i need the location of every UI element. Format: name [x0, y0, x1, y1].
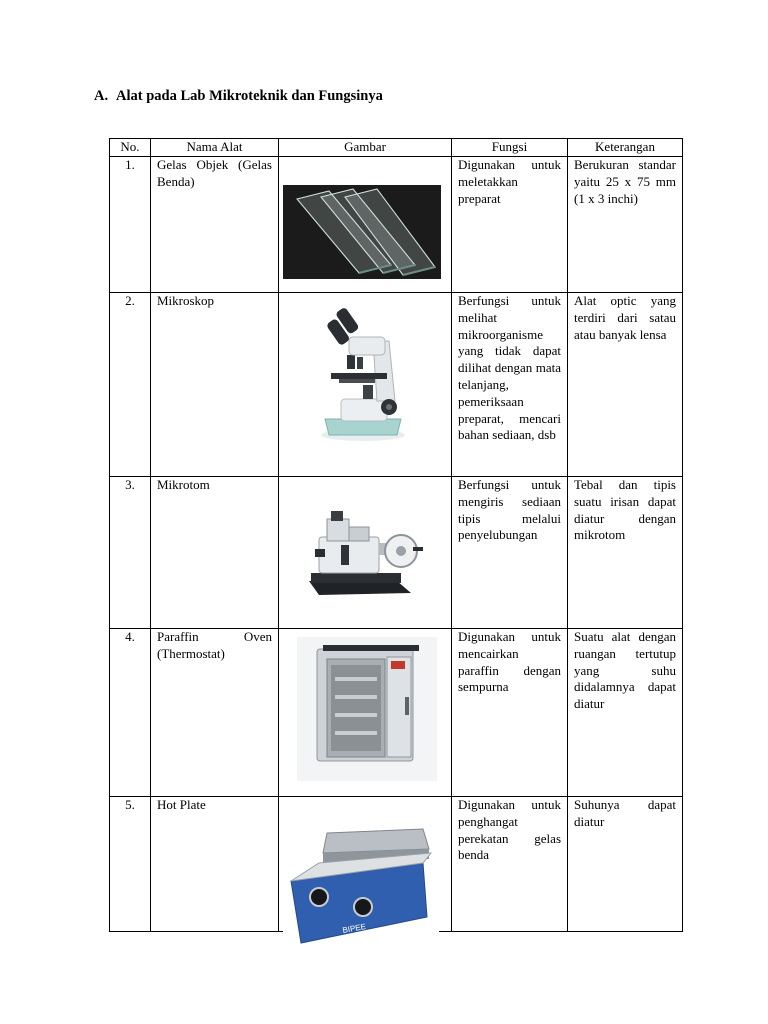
- equipment-image-cell: [279, 157, 452, 293]
- equipment-name: Mikroskop: [151, 293, 279, 477]
- microscope-image: [303, 301, 423, 443]
- section-title: Alat pada Lab Mikroteknik dan Fungsinya: [116, 88, 383, 104]
- row-number: 2.: [110, 293, 151, 477]
- equipment-name: Paraffin Oven (Thermostat): [151, 629, 279, 797]
- equipment-function: Digunakan untuk penghangat perekatan gelas benda: [452, 797, 568, 932]
- row-number: 5.: [110, 797, 151, 932]
- row-number: 3.: [110, 477, 151, 629]
- table-row: [110, 293, 683, 477]
- lab-equipment-table: [109, 138, 683, 935]
- header-nama-alat: Nama Alat: [151, 139, 279, 157]
- microtome-image: [301, 497, 427, 601]
- table-row: [110, 157, 683, 293]
- equipment-image-cell: [279, 629, 452, 797]
- table-row: [110, 477, 683, 629]
- header-keterangan: Keterangan: [568, 139, 683, 157]
- equipment-name: Mikrotom: [151, 477, 279, 629]
- equipment-image-cell: [279, 477, 452, 629]
- equipment-image-cell: [279, 797, 452, 935]
- equipment-note: Berukuran standar yaitu 25 x 75 mm (1 x 3 inchi): [568, 157, 683, 293]
- equipment-function: Digunakan untuk meletakkan preparat: [452, 157, 568, 293]
- hot-plate-image: [283, 823, 439, 949]
- header-gambar: Gambar: [279, 139, 452, 157]
- equipment-note: Tebal dan tipis suatu irisan dapat diatur dengan mikrotom: [568, 477, 683, 629]
- header-no: No.: [110, 139, 151, 157]
- table-row: [110, 797, 683, 932]
- row-number: 4.: [110, 629, 151, 797]
- section-letter: A.: [94, 88, 109, 104]
- row-number: 1.: [110, 157, 151, 293]
- equipment-function: Digunakan untuk mencairkan paraffin dengan sempurna: [452, 629, 568, 797]
- equipment-image-cell: [279, 293, 452, 477]
- paraffin-oven-image: [297, 637, 437, 781]
- header-fungsi: Fungsi: [452, 139, 568, 157]
- table-header-row: [110, 139, 683, 157]
- equipment-note: Suatu alat dengan ruangan tertutup yang suhu didalamnya dapat diatur: [568, 629, 683, 797]
- equipment-name: Gelas Objek (Gelas Benda): [151, 157, 279, 293]
- equipment-note: Alat optic yang terdiri dari satau atau banyak lensa: [568, 293, 683, 477]
- equipment-function: Berfungsi untuk melihat mikroorganisme yang tidak dapat dilihat dengan mata telanjang, pemeriksaan preparat, mencari bahan sediaan, dsb: [452, 293, 568, 477]
- hot-plate-brand-label: BIPEE: [341, 922, 367, 935]
- section-heading: [94, 88, 383, 105]
- table-row: [110, 629, 683, 797]
- equipment-note: Suhunya dapat diatur: [568, 797, 683, 932]
- equipment-name: Hot Plate: [151, 797, 279, 932]
- glass-slides-image: [283, 185, 441, 279]
- equipment-function: Berfungsi untuk mengiris sediaan tipis melalui penyelubungan: [452, 477, 568, 629]
